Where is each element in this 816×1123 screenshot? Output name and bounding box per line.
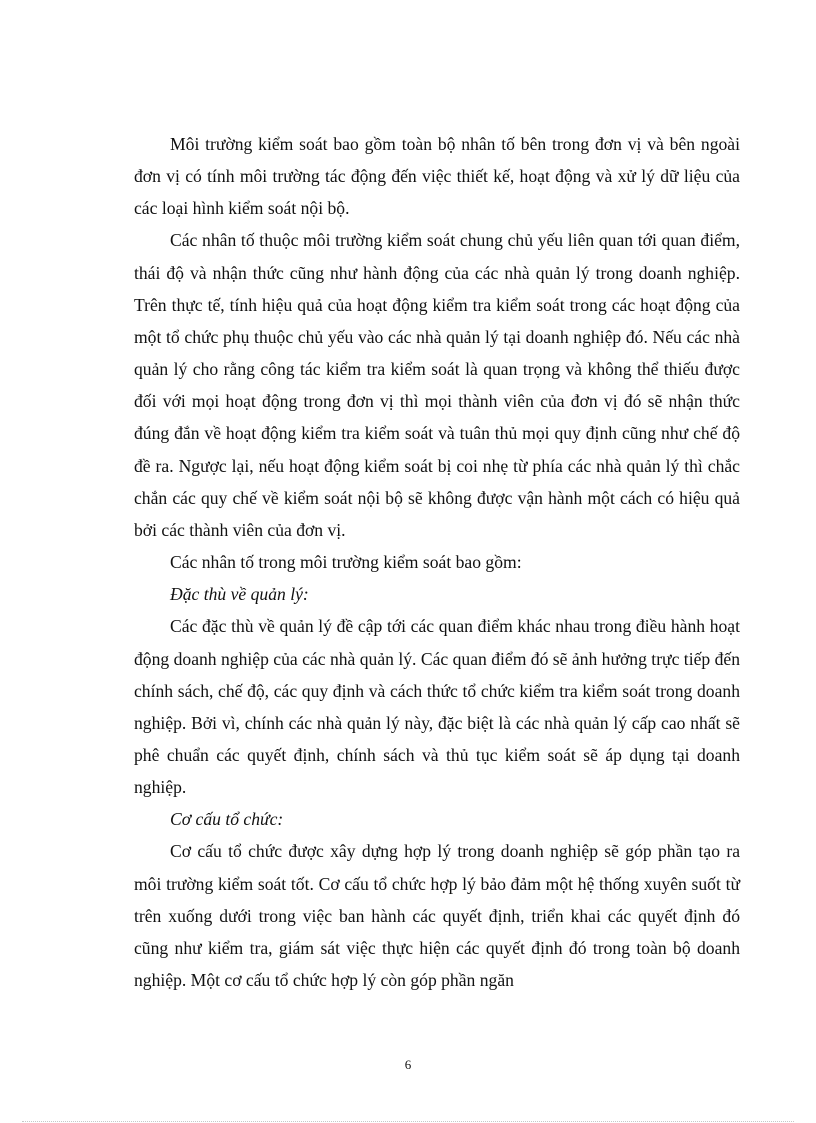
page-bottom-divider	[22, 1121, 794, 1122]
page-number: 6	[404, 1057, 412, 1072]
heading-management-characteristics: Đặc thù về quản lý:	[170, 584, 309, 605]
paragraph-organizational-structure: Cơ cấu tổ chức được xây dựng hợp lý trong doanh nghiệp sẽ góp phần tạo ra môi trường kiểm soát tốt. Cơ cấu tổ chức hợp lý bảo đảm một hệ thống xuyên suốt từ trên xuống dưới trong việc ban hành các quyết định, triển khai các quyết định đó cũng như kiểm tra, giám sát việc thực hiện các quyết định đó trong toàn bộ doanh nghiệp. Một cơ cấu tổ chức hợp lý còn góp phần ngăn	[134, 841, 740, 991]
paragraph-control-environment-factors: Các nhân tố thuộc môi trường kiểm soát chung chủ yếu liên quan tới quan điểm, thái độ và nhận thức cũng như hành động của các nhà quản lý trong doanh nghiệp. Trên thực tế, tính hiệu quả của hoạt động kiểm tra kiểm soát trong các hoạt động của một tổ chức phụ thuộc chủ yếu vào các nhà quản lý tại doanh nghiệp đó. Nếu các nhà quản lý cho rằng công tác kiểm tra kiểm soát là quan trọng và không thể thiếu được đối với mọi hoạt động trong đơn vị thì mọi thành viên của đơn vị đó sẽ nhận thức đúng đắn về hoạt động kiểm tra kiểm soát và tuân thủ mọi quy định cũng như chế độ đề ra. Ngược lại, nếu hoạt động kiểm soát bị coi nhẹ từ phía các nhà quản lý thì chắc chắn các quy chế về kiểm soát nội bộ sẽ không được vận hành một cách có hiệu quả bởi các thành viên của đơn vị.	[134, 230, 740, 540]
document-body	[134, 128, 740, 996]
paragraph-factors-intro: Các nhân tố trong môi trường kiểm soát bao gồm:	[170, 552, 522, 573]
paragraph-management-characteristics: Các đặc thù về quản lý đề cập tới các quan điểm khác nhau trong điều hành hoạt động doanh nghiệp của các nhà quản lý. Các quan điểm đó sẽ ảnh hưởng trực tiếp đến chính sách, chế độ, các quy định và cách thức tổ chức kiểm tra kiểm soát trong doanh nghiệp. Bởi vì, chính các nhà quản lý này, đặc biệt là các nhà quản lý cấp cao nhất sẽ phê chuẩn các quyết định, chính sách và thủ tục kiểm soát sẽ áp dụng tại doanh nghiệp.	[134, 616, 740, 798]
paragraph-control-environment-definition: Môi trường kiểm soát bao gồm toàn bộ nhân tố bên trong đơn vị và bên ngoài đơn vị có tính môi trường tác động đến việc thiết kế, hoạt động và xử lý dữ liệu của các loại hình kiểm soát nội bộ.	[134, 134, 740, 219]
heading-organizational-structure: Cơ cấu tổ chức:	[170, 809, 284, 830]
